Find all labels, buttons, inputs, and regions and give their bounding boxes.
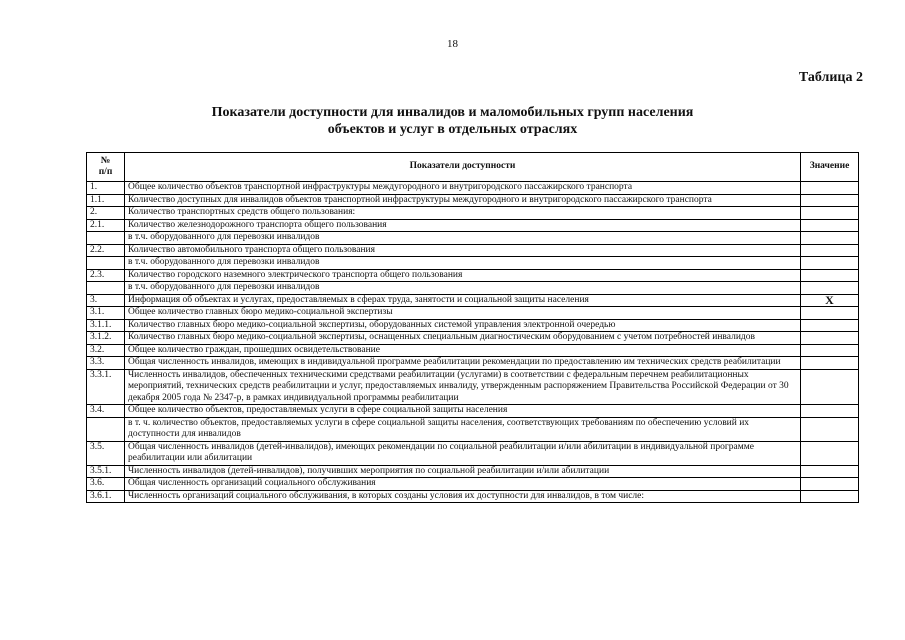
row-indicator: Количество городского наземного электрического транспорта общего пользования <box>125 269 801 282</box>
table-row <box>87 332 859 345</box>
table-row <box>87 344 859 357</box>
row-indicator: Общее количество объектов транспортной инфраструктуры междугородного и внутригородского пассажирского транспорта <box>125 182 801 195</box>
row-indicator: в т.ч. оборудованного для перевозки инвалидов <box>125 232 801 245</box>
indicators-table <box>86 152 859 503</box>
row-indicator: в т.ч. оборудованного для перевозки инвалидов <box>125 257 801 270</box>
row-number: 3.1.2. <box>87 332 125 345</box>
header-num-line-1: № <box>100 156 111 166</box>
row-value <box>801 232 859 245</box>
row-number: 2.1. <box>87 219 125 232</box>
row-indicator: Количество транспортных средств общего пользования: <box>125 207 801 220</box>
row-indicator: Количество главных бюро медико-социальной экспертизы, оборудованных системой управления электронной очередью <box>125 319 801 332</box>
row-value <box>801 478 859 491</box>
row-number: 2.2. <box>87 244 125 257</box>
row-value <box>801 344 859 357</box>
row-value <box>801 332 859 345</box>
row-number: 3.6.1. <box>87 490 125 503</box>
table-row <box>87 207 859 220</box>
row-value <box>801 490 859 503</box>
table-row <box>87 244 859 257</box>
row-number: 3.6. <box>87 478 125 491</box>
row-indicator: Количество главных бюро медико-социальной экспертизы, оснащенных специальным диагностическим оборудованием с учетом потребностей инвалидов <box>125 332 801 345</box>
row-number: 2. <box>87 207 125 220</box>
row-indicator: Информация об объектах и услугах, предоставляемых в сферах труда, занятости и социальной защиты населения <box>125 294 801 307</box>
row-number <box>87 282 125 295</box>
row-value <box>801 369 859 405</box>
table-row <box>87 441 859 465</box>
row-number: 3.3.1. <box>87 369 125 405</box>
row-value <box>801 417 859 441</box>
row-indicator: Количество автомобильного транспорта общего пользования <box>125 244 801 257</box>
row-value <box>801 207 859 220</box>
row-value <box>801 182 859 195</box>
table-row <box>87 405 859 418</box>
row-indicator: Численность инвалидов, обеспеченных техническими средствами реабилитации (услугами) в соответствии с федеральным перечнем реабилитационных мероприятий, технических средств реабилитации и услуг, предоставляемых инвалиду, утвержденным распоряжением Правительства Российской Федерации от 30 декабря 2005 года № 2347-р, в рамках индивидуальной программы реабилитации <box>125 369 801 405</box>
row-indicator: Общее количество объектов, предоставляемых услуги в сфере социальной защиты населения <box>125 405 801 418</box>
table-row <box>87 269 859 282</box>
header-num-line-2: п/п <box>98 167 113 177</box>
table-header-row <box>87 153 859 182</box>
table-row <box>87 294 859 307</box>
row-number: 3.3. <box>87 357 125 370</box>
row-value <box>801 319 859 332</box>
row-indicator: Количество доступных для инвалидов объектов транспортной инфраструктуры междугородного и внутригородского пассажирского транспорта <box>125 194 801 207</box>
row-indicator: Общее количество граждан, прошедших освидетельствование <box>125 344 801 357</box>
table-row <box>87 219 859 232</box>
row-value <box>801 244 859 257</box>
row-value <box>801 465 859 478</box>
row-indicator: Численность инвалидов (детей-инвалидов), получивших мероприятия по социальной реабилитации и/или абилитации <box>125 465 801 478</box>
table-row <box>87 465 859 478</box>
row-number <box>87 417 125 441</box>
row-number: 3.2. <box>87 344 125 357</box>
table-body <box>87 182 859 503</box>
row-value <box>801 269 859 282</box>
row-indicator: Общая численность инвалидов, имеющих в индивидуальной программе реабилитации рекомендации по предоставлению им технических средств реабилитации <box>125 357 801 370</box>
table-row <box>87 490 859 503</box>
row-number: 3.4. <box>87 405 125 418</box>
table-row <box>87 307 859 320</box>
table-row <box>87 357 859 370</box>
row-value <box>801 307 859 320</box>
table-row <box>87 417 859 441</box>
row-number: 1. <box>87 182 125 195</box>
title-line-1: Показатели доступности для инвалидов и маломобильных групп населения <box>211 105 694 120</box>
row-indicator: Общая численность инвалидов (детей-инвалидов), имеющих рекомендации по социальной реабилитации и/или абилитации в индивидуальной программе реабилитации или абилитации <box>125 441 801 465</box>
page-number: 18 <box>447 38 458 50</box>
row-value <box>801 219 859 232</box>
table-row <box>87 319 859 332</box>
row-value: X <box>801 294 859 307</box>
row-number <box>87 257 125 270</box>
row-indicator: Численность организаций социального обслуживания, в которых созданы условия их доступности для инвалидов, в том числе: <box>125 490 801 503</box>
header-value: Значение <box>801 153 859 182</box>
row-number <box>87 232 125 245</box>
row-indicator: в т.ч. оборудованного для перевозки инвалидов <box>125 282 801 295</box>
row-value <box>801 441 859 465</box>
row-indicator: Общее количество главных бюро медико-социальной экспертизы <box>125 307 801 320</box>
row-value <box>801 357 859 370</box>
row-value <box>801 194 859 207</box>
row-number: 1.1. <box>87 194 125 207</box>
row-indicator: в т. ч. количество объектов, предоставляемых услуги в сфере социальной защиты населения, соответствующих требованиям по обеспечению условий их доступности для инвалидов <box>125 417 801 441</box>
table-row <box>87 182 859 195</box>
table-row <box>87 369 859 405</box>
table-row <box>87 257 859 270</box>
table-row <box>87 232 859 245</box>
table-row <box>87 194 859 207</box>
document-title <box>0 104 905 138</box>
row-number: 3.5. <box>87 441 125 465</box>
header-num <box>87 153 125 182</box>
row-number: 3.1. <box>87 307 125 320</box>
header-indicator: Показатели доступности <box>125 153 801 182</box>
row-value <box>801 257 859 270</box>
row-number: 3. <box>87 294 125 307</box>
row-number: 2.3. <box>87 269 125 282</box>
table-row <box>87 478 859 491</box>
row-indicator: Количество железнодорожного транспорта общего пользования <box>125 219 801 232</box>
row-number: 3.5.1. <box>87 465 125 478</box>
table-label: Таблица 2 <box>798 70 863 85</box>
title-line-2: объектов и услуг в отдельных отраслях <box>327 122 578 137</box>
table-row <box>87 282 859 295</box>
row-number: 3.1.1. <box>87 319 125 332</box>
row-indicator: Общая численность организаций социального обслуживания <box>125 478 801 491</box>
row-value <box>801 405 859 418</box>
